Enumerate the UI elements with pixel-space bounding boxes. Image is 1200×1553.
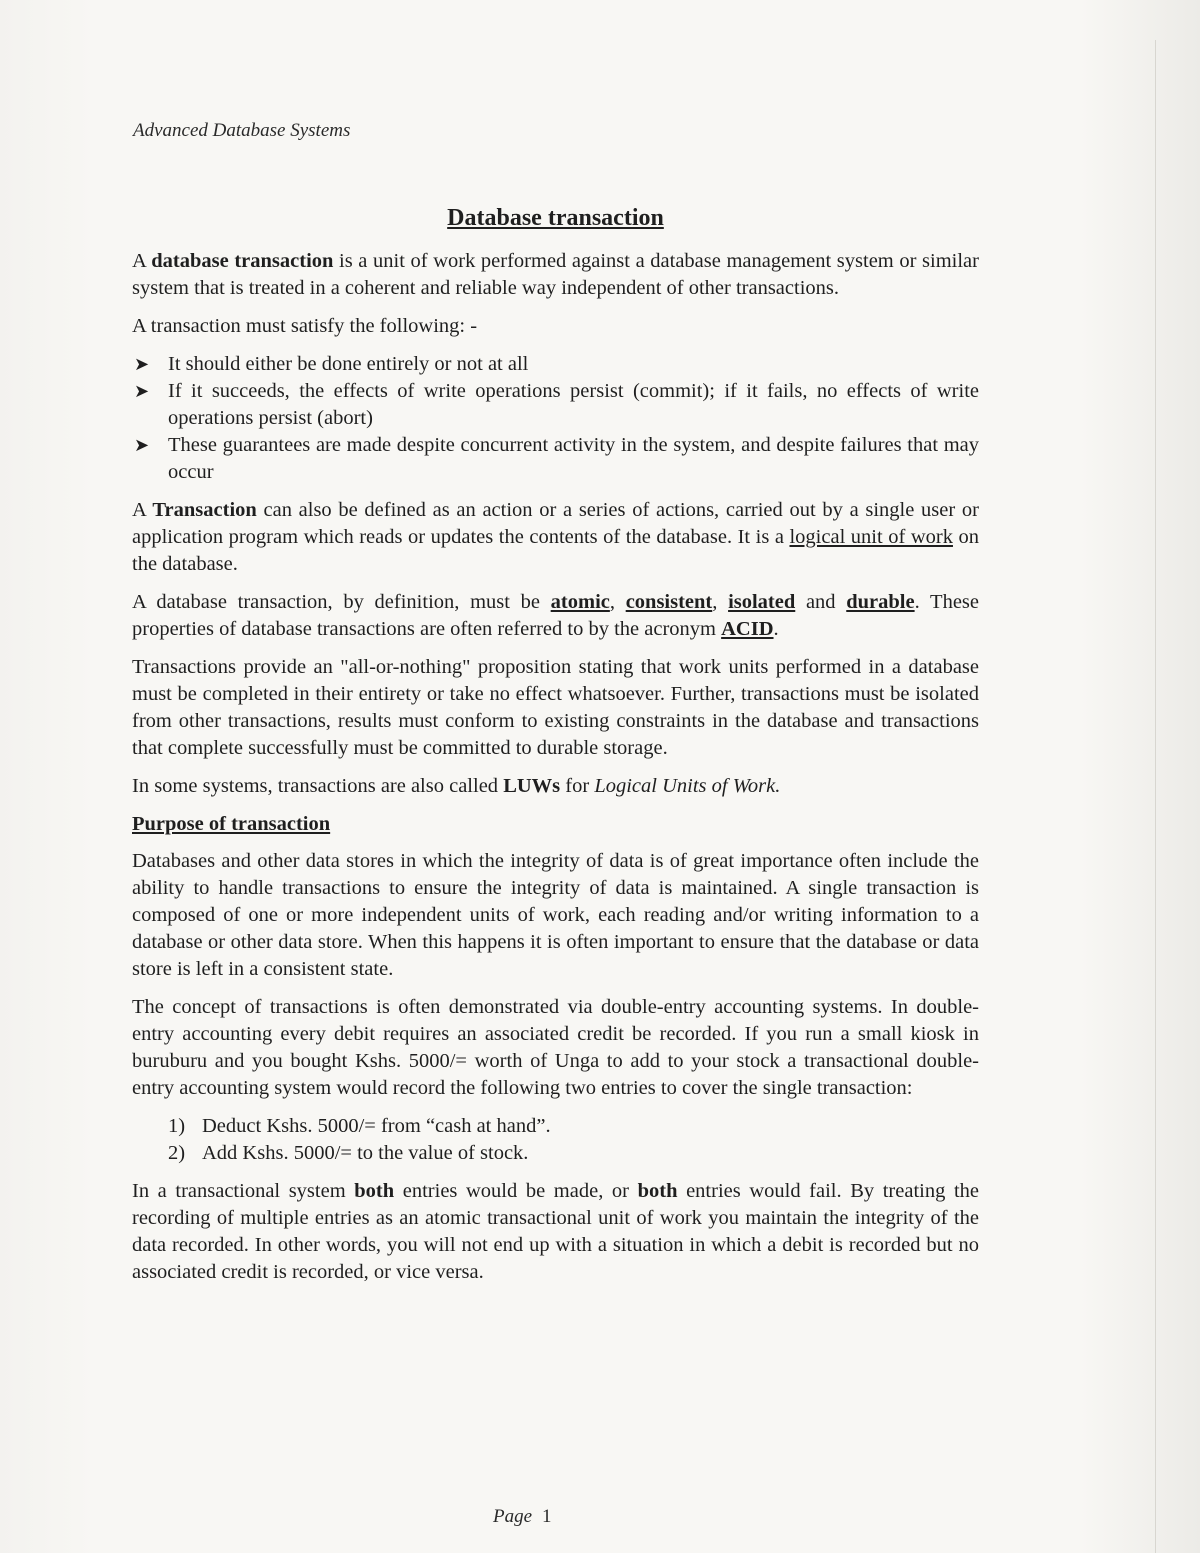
page-footer xyxy=(493,1506,552,1528)
document-body xyxy=(132,202,979,1297)
page-label: Page xyxy=(493,1506,533,1527)
list-item: ➤ These guarantees are made despite concurrent activity in the system, and despite failures that may occur xyxy=(134,434,979,483)
intro-paragraph-1: A database transaction is a unit of work performed against a database management system or similar system that is treated in a coherent and reliable way independent of other transactions. xyxy=(132,250,979,299)
arrow-bullet-icon: ➤ xyxy=(134,435,150,455)
purpose-paragraph-2: The concept of transactions is often demonstrated via double-entry accounting systems. In double-entry accounting every debit requires an associated credit be recorded. If you run a small kiosk in buruburu and you bought Kshs. 5000/= worth of Unga to add to your stock a transactional double-entry accounting system would record the following two entries to cover the single transaction: xyxy=(132,996,979,1099)
intro-paragraph-3: A Transaction can also be defined as an action or a series of actions, carried out by a single user or application program which reads or updates the contents of the database. It is a logical unit of work on the database. xyxy=(132,499,979,575)
intro-paragraph-2: A transaction must satisfy the following: - xyxy=(132,315,478,337)
entries-list xyxy=(132,1113,979,1167)
list-item: 1) Deduct Kshs. 5000/= from “cash at hand”. xyxy=(168,1115,551,1137)
purpose-paragraph-3: In a transactional system both entries would be made, or both entries would fail. By treating the recording of multiple entries as an atomic transactional unit of work you maintain the integrity of the data recorded. In other words, you will not end up with a situation in which a debit is recorded but no associated credit is recorded, or vice versa. xyxy=(132,1180,979,1283)
running-header: Advanced Database Systems xyxy=(133,120,351,141)
requirements-list xyxy=(132,351,979,486)
intro-paragraph-4: A database transaction, by definition, must be atomic, consistent, isolated and durable. These properties of database transactions are often referred to by the acronym ACID. xyxy=(132,591,979,640)
page-number: 1 xyxy=(542,1506,552,1527)
page-title: Database transaction xyxy=(447,205,664,231)
list-item: ➤ If it succeeds, the effects of write operations persist (commit); if it fails, no effects of write operations persist (abort) xyxy=(134,380,979,429)
intro-paragraph-6: In some systems, transactions are also called LUWs for Logical Units of Work. xyxy=(132,775,781,797)
purpose-paragraph-1: Databases and other data stores in which the integrity of data is of great importance often include the ability to handle transactions to ensure the integrity of data is maintained. A single transaction is composed of one or more independent units of work, each reading and/or writing information to a database or other data store. When this happens it is often important to ensure that the database or data store is left in a consistent state. xyxy=(132,850,979,980)
section-heading: Purpose of transaction xyxy=(132,813,331,835)
page-edge-line xyxy=(1155,40,1156,1553)
intro-paragraph-5: Transactions provide an "all-or-nothing" proposition stating that work units performed in a database must be completed in their entirety or take no effect whatsoever. Further, transactions must be isolated from other transactions, results must conform to existing constraints in the database and transactions that complete successfully must be committed to durable storage. xyxy=(132,656,979,759)
list-item: ➤ It should either be done entirely or not at all xyxy=(132,351,979,378)
arrow-bullet-icon: ➤ xyxy=(134,354,150,374)
list-item: 2) Add Kshs. 5000/= to the value of stock. xyxy=(168,1142,529,1164)
arrow-bullet-icon: ➤ xyxy=(134,381,150,401)
